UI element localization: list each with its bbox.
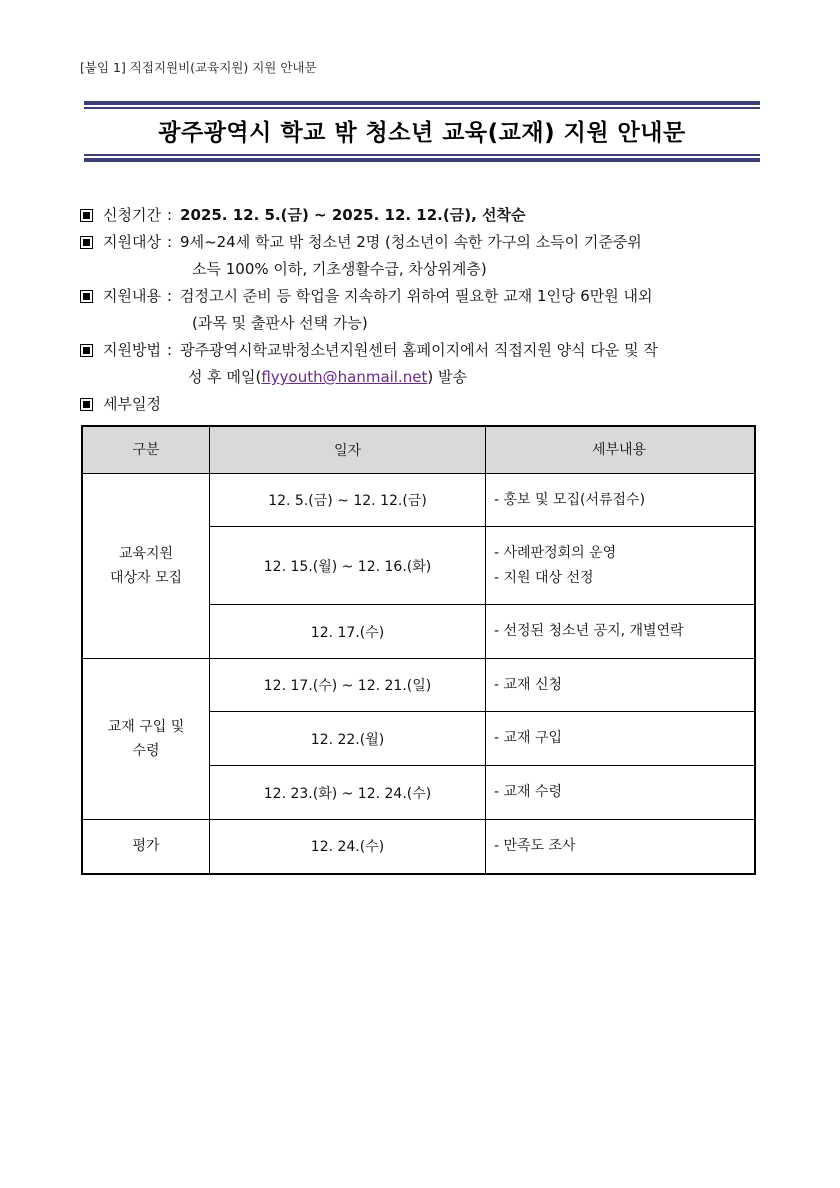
- date-cell: 12. 15.(월) ~ 12. 16.(화): [210, 527, 486, 605]
- date-cell: 12. 22.(월): [210, 712, 486, 766]
- category-cell: 교육지원 대상자 모집: [82, 474, 210, 659]
- header-category: 구분: [82, 426, 210, 474]
- info-method-cont: [80, 364, 760, 391]
- info-separator: :: [166, 287, 173, 305]
- info-label: 세부일정: [103, 395, 161, 413]
- square-bullet-icon: [80, 344, 93, 357]
- info-value: [180, 202, 525, 229]
- info-target-cont: 소득 100% 이하, 기초생활수급, 차상위계층): [192, 260, 487, 278]
- date-cell: 12. 17.(수): [210, 605, 486, 659]
- square-bullet-icon: [80, 290, 93, 303]
- info-period: [80, 202, 760, 229]
- method-text-pre: 성 후 메일(: [188, 368, 262, 386]
- table-header-row: [82, 426, 755, 474]
- category-cell: 평가: [82, 820, 210, 874]
- schedule-table: [81, 425, 756, 875]
- info-separator: :: [166, 341, 173, 359]
- title-rule-top-thick: [84, 101, 760, 105]
- date-cell: 12. 23.(화) ~ 12. 24.(수): [210, 766, 486, 820]
- title-rule-bottom-thick: [84, 158, 760, 162]
- details-cell: - 홍보 및 모집(서류접수): [486, 474, 756, 527]
- title-rule-bottom-thin: [84, 154, 760, 156]
- square-bullet-icon: [80, 209, 93, 222]
- info-separator: :: [166, 206, 173, 224]
- title-rule-top-thin: [84, 107, 760, 109]
- header-date: 일자: [210, 426, 486, 474]
- table-row: [82, 659, 755, 712]
- details-cell: - 교재 신청: [486, 659, 756, 712]
- attachment-label: [붙임 1] 직접지원비(교육지원) 지원 안내문: [80, 60, 317, 75]
- page-title: 광주광역시 학교 밖 청소년 교육(교재) 지원 안내문: [158, 120, 686, 146]
- info-content-cont: (과목 및 출판사 선택 가능): [192, 314, 368, 332]
- info-section: [80, 202, 760, 418]
- details-cell: [486, 527, 756, 605]
- info-method: [80, 337, 760, 364]
- email-link[interactable]: flyyouth@hanmail.net: [261, 368, 428, 386]
- square-bullet-icon: [80, 398, 93, 411]
- table-row: [82, 820, 755, 874]
- info-separator: :: [166, 233, 173, 251]
- info-label: 지원내용: [103, 287, 161, 305]
- details-cell: - 만족도 조사: [486, 820, 756, 874]
- details-cell: - 선정된 청소년 공지, 개별연락: [486, 605, 756, 659]
- info-content: [80, 283, 760, 310]
- square-bullet-icon: [80, 236, 93, 249]
- info-schedule: [80, 391, 760, 418]
- details-cell: - 교재 수령: [486, 766, 756, 820]
- period-value: 2025. 12. 5.(금) ~ 2025. 12. 12.(금), 선착순: [180, 206, 526, 224]
- info-label: 신청기간: [103, 206, 161, 224]
- details-line: - 지원 대상 선정: [494, 569, 594, 586]
- info-target: [80, 229, 760, 256]
- info-label: 지원방법: [103, 341, 161, 359]
- header-details: 세부내용: [486, 426, 756, 474]
- category-cell: 교재 구입 및 수령: [82, 659, 210, 820]
- details-line: - 사례판정회의 운영: [494, 544, 617, 561]
- details-cell: - 교재 구입: [486, 712, 756, 766]
- table-row: [82, 474, 755, 527]
- date-cell: 12. 5.(금) ~ 12. 12.(금): [210, 474, 486, 527]
- date-cell: 12. 17.(수) ~ 12. 21.(일): [210, 659, 486, 712]
- info-value: 광주광역시학교밖청소년지원센터 홈페이지에서 직접지원 양식 다운 및 작: [180, 341, 658, 359]
- info-value: 9세~24세 학교 밖 청소년 2명 (청소년이 속한 가구의 소득이 기준중위: [180, 233, 642, 251]
- info-label: 지원대상: [103, 233, 161, 251]
- method-text-post: ) 발송: [427, 368, 467, 386]
- date-cell: 12. 24.(수): [210, 820, 486, 874]
- info-value: 검정고시 준비 등 학업을 지속하기 위하여 필요한 교재 1인당 6만원 내외: [180, 287, 653, 305]
